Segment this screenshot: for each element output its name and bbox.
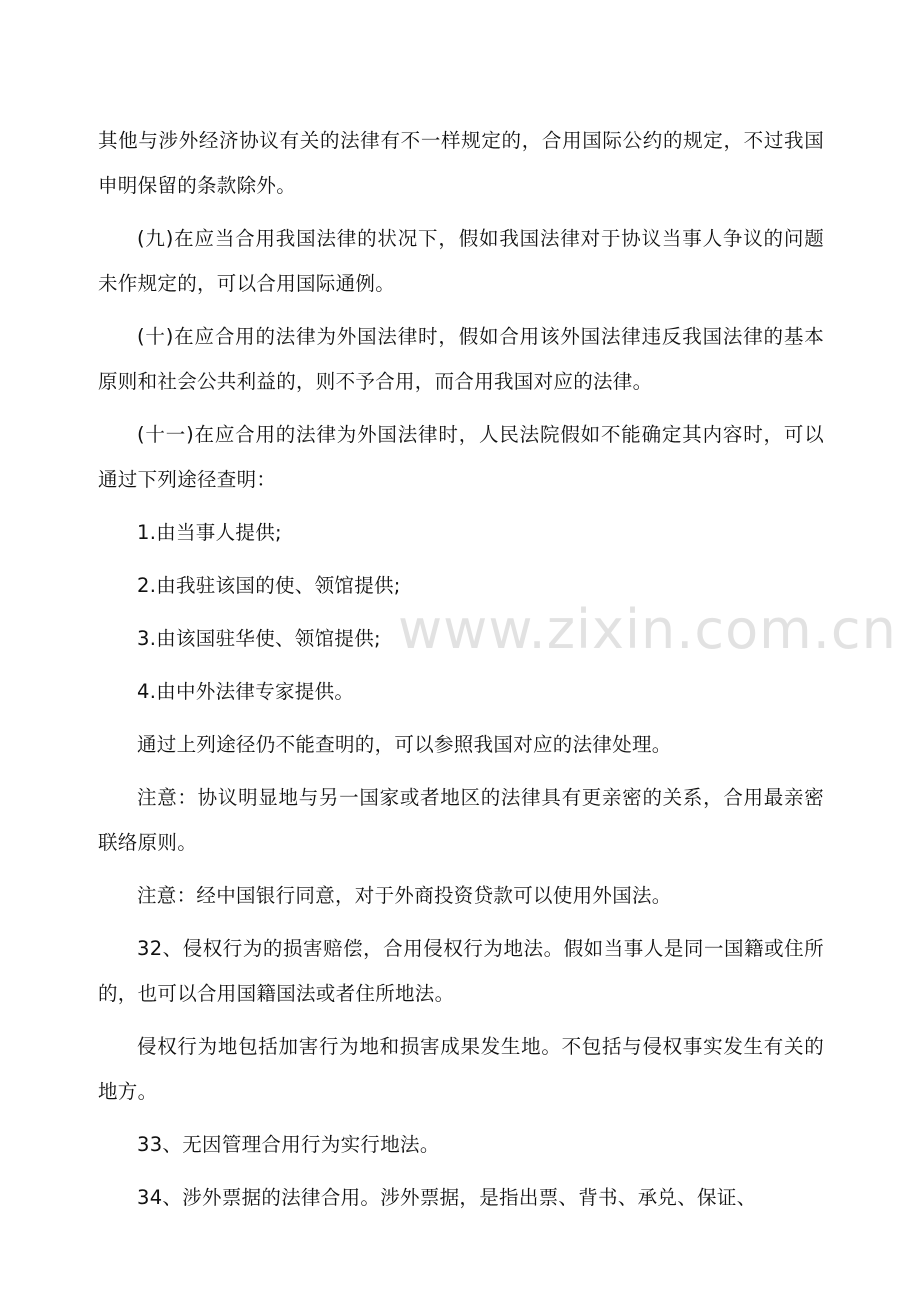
paragraph: (十)在应合用的法律为外国法律时，假如合用该外国法律违反我国法律的基本原则和社会公共利益的，则不予合用，而合用我国对应的法律。 [98, 325, 824, 393]
paragraph: 3.由该国驻华使、领馆提供; [137, 627, 381, 650]
paragraph: (九)在应当合用我国法律的状况下，假如我国法律对于协议当事人争议的问题未作规定的，可以合用国际通例。 [98, 227, 824, 295]
paragraph: 注意：协议明显地与另一国家或者地区的法律具有更亲密的关系，合用最亲密联络原则。 [98, 786, 824, 854]
paragraph: 34、涉外票据的法律合用。涉外票据，是指出票、背书、承兑、保证、 [137, 1186, 757, 1209]
paragraph: 2.由我驻该国的使、领馆提供; [137, 574, 401, 597]
paragraph: 其他与涉外经济协议有关的法律有不一样规定的，合用国际公约的规定，不过我国申明保留的条款除外。 [98, 129, 824, 197]
paragraph: 4.由中外法律专家提供。 [137, 680, 355, 703]
document-body [98, 118, 824, 1228]
paragraph: 通过上列途径仍不能查明的，可以参照我国对应的法律处理。 [137, 733, 672, 756]
paragraph: 32、侵权行为的损害赔偿，合用侵权行为地法。假如当事人是同一国籍或住所的，也可以合用国籍国法或者住所地法。 [98, 937, 824, 1005]
paragraph: 33、无因管理合用行为实行地法。 [137, 1133, 440, 1156]
paragraph: 注意：经中国银行同意，对于外商投资贷款可以使用外国法。 [137, 884, 672, 907]
paragraph: (十一)在应合用的法律为外国法律时，人民法院假如不能确定其内容时，可以通过下列途径查明： [98, 423, 824, 491]
paragraph: 1.由当事人提供; [137, 521, 282, 544]
watermark: www.zixin.com.cn [398, 598, 897, 661]
paragraph: 侵权行为地包括加害行为地和损害成果发生地。不包括与侵权事实发生有关的地方。 [98, 1035, 824, 1103]
